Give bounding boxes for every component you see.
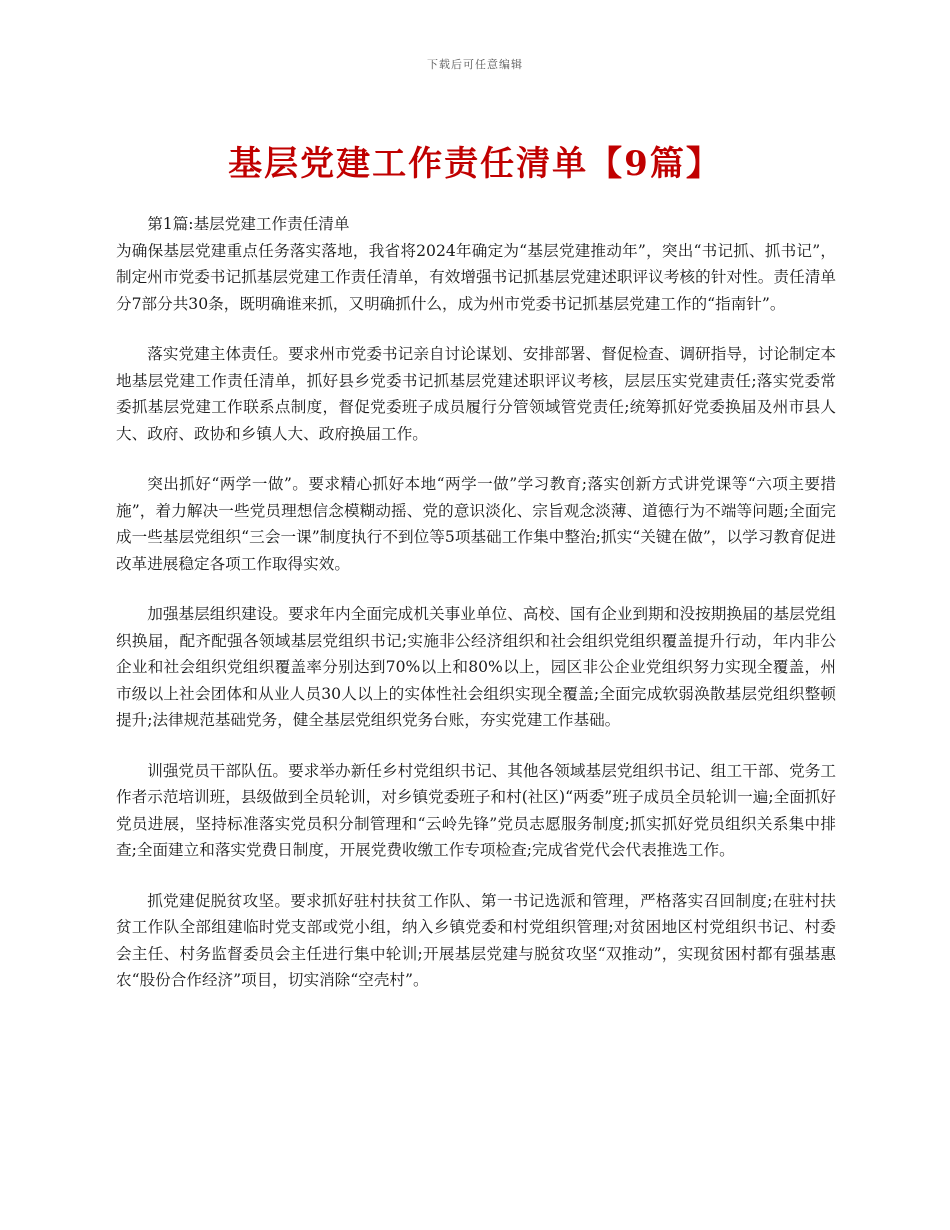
paragraph-cadre-training: 训强党员干部队伍。要求举办新任乡村党组织书记、其他各领域基层党组织书记、组工干部、党务工作者示范培训班，县级做到全员轮训，对乡镇党委班子和村(社区)“两委”班子成员全员轮训一遍;全面抓好党员进展，坚持标准落实党员积分制管理和“云岭先锋”党员志愿服务制度;抓实抓好党员组织关系集中排查;全面建立和落实党费日制度，开展党费收缴工作专项检查;完成省党代会代表推选工作。 — [116, 761, 836, 859]
header-note: 下载后可任意编辑 — [427, 58, 523, 71]
paragraph-two-studies: 突出抓好“两学一做”。要求精心抓好本地“两学一做”学习教育;落实创新方式讲党课等“六项主要措施”，着力解决一些党员理想信念模糊动摇、党的意识淡化、宗旨观念淡薄、道德行为不端等问题;全面完成一些基层党组织“三会一课”制度执行不到位等5项基础工作集中整治;抓实“关键在做”，以学习教育促进改革进展稳定各项工作取得实效。 — [116, 475, 836, 573]
page-title: 基层党建工作责任清单【9篇】 — [228, 144, 722, 184]
paragraph-party-responsibility: 落实党建主体责任。要求州市党委书记亲自讨论谋划、安排部署、督促检查、调研指导，讨论制定本地基层党建工作责任清单，抓好县乡党委书记抓基层党建述职评议考核，层层压实党建责任;落实党委常委抓基层党建工作联系点制度，督促党委班子成员履行分管领域管党责任;统筹抓好党委换届及州市县人大、政府、政协和乡镇人大、政府换届工作。 — [116, 345, 836, 443]
paragraph-intro: 为确保基层党建重点任务落实落地，我省将2024年确定为“基层党建推动年”，突出“书记抓、抓书记”，制定州市党委书记抓基层党建工作责任清单，有效增强书记抓基层党建述职评议考核的针对性。责任清单分7部分共30条，既明确谁来抓，又明确抓什么，成为州市党委书记抓基层党建工作的“指南针”。 — [116, 241, 836, 313]
paragraph-grassroots-organization: 加强基层组织建设。要求年内全面完成机关事业单位、高校、国有企业到期和没按期换届的基层党组织换届，配齐配强各领域基层党组织书记;实施非公经济组织和社会组织党组织覆盖提升行动，年内非公企业和社会组织党组织覆盖率分别达到70%以上和80%以上，园区非公企业党组织努力实现全覆盖，州市级以上社会团体和从业人员30人以上的实体性社会组织实现全覆盖;全面完成软弱涣散基层党组织整顿提升;法律规范基础党务，健全基层党组织党务台账，夯实党建工作基础。 — [116, 605, 836, 729]
document-body — [116, 211, 836, 1018]
paragraph-poverty-alleviation: 抓党建促脱贫攻坚。要求抓好驻村扶贫工作队、第一书记选派和管理，严格落实召回制度;在驻村扶贫工作队全部组建临时党支部或党小组，纳入乡镇党委和村党组织管理;对贫困地区村党组织书记、村委会主任、村务监督委员会主任进行集中轮训;开展基层党建与脱贫攻坚“双推动”，实现贫困村都有强基惠农“股份合作经济”项目，切实消除“空壳村”。 — [116, 891, 836, 989]
section-heading: 第1篇:基层党建工作责任清单 — [147, 215, 350, 233]
